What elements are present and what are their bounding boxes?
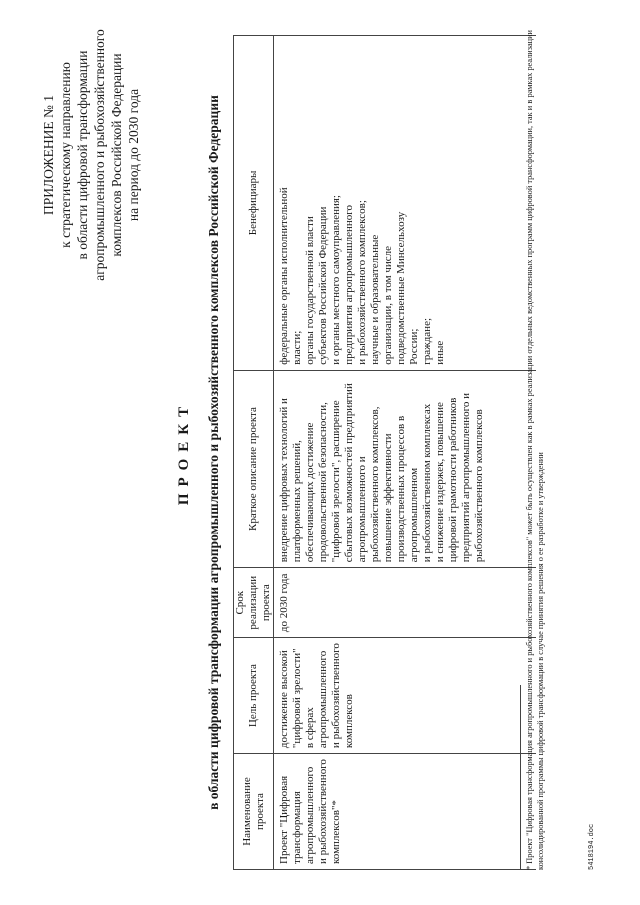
table-row	[274, 36, 537, 870]
cell-line: и органы местного самоуправления;	[330, 195, 342, 365]
cell-line: в сферах	[304, 707, 316, 749]
document-id: 5418194.doc	[588, 823, 596, 870]
page-title: ПРОЕКТ	[176, 399, 192, 506]
cell-project-name	[274, 754, 537, 870]
table-header-row	[234, 36, 274, 870]
cell-line: агропромышленного	[317, 650, 329, 749]
cell-line: граждане;	[421, 317, 433, 365]
cell-line: органы государственной власти	[304, 216, 316, 365]
appendix-line: агропромышленного и рыбохозяйственного	[92, 29, 107, 281]
appendix-line: к стратегическому направлению	[58, 62, 73, 248]
cell-line: комплексов	[343, 694, 355, 749]
cell-line: и снижение издержек, повышение	[434, 402, 446, 563]
page-subtitle: в области цифровой трансформации агропромышленного и рыбохозяйственного комплексов Российской Федерации	[206, 95, 221, 810]
cell-line: и рыбохозяйственном комплексах	[421, 403, 433, 563]
cell-project-goal	[274, 638, 537, 754]
cell-line: и рыбохозяйственного комплексов;	[356, 200, 368, 365]
header-project-description: Краткое описание проекта	[234, 370, 274, 567]
cell-line: и рыбохозяйственного	[330, 643, 342, 749]
cell-line: до 2030 года	[278, 573, 290, 633]
cell-line: обеспечивающих достижение	[304, 422, 316, 563]
cell-line: России;	[408, 328, 420, 365]
cell-line: научные и образовательные	[369, 234, 381, 365]
appendix-line: ПРИЛОЖЕНИЕ № 1	[41, 94, 56, 216]
cell-line: достижение высокой	[278, 650, 290, 749]
cell-line: внедрение цифровых технологий и	[278, 398, 290, 563]
cell-line: комплексов"*	[330, 800, 342, 864]
cell-line: агропромышленном	[408, 467, 420, 563]
cell-line: предприятия агропромышленного	[343, 204, 355, 365]
cell-line: производственных процессов в	[395, 415, 407, 563]
cell-line: трансформация	[291, 791, 303, 864]
cell-project-description	[274, 370, 537, 567]
cell-line: предприятий агропромышленного и	[460, 392, 472, 563]
cell-line: иные	[434, 340, 446, 365]
project-table	[233, 35, 536, 870]
cell-line: рыбохозяйственного комплексов,	[369, 406, 381, 563]
header-project-term: Срок реализации проекта	[234, 568, 274, 638]
cell-line: и рыбохозяйственного	[317, 759, 329, 864]
header-project-goal: Цель проекта	[234, 638, 274, 754]
cell-line: агропромышленного и	[356, 456, 368, 563]
appendix-line: в области цифровой трансформации	[75, 50, 90, 260]
cell-line: власти;	[291, 330, 303, 365]
footnote-divider	[520, 685, 521, 870]
cell-line: федеральные органы исполнительной	[278, 187, 290, 365]
cell-line: "цифровой зрелости"	[291, 648, 303, 749]
cell-line: Проект "Цифровая	[278, 775, 290, 864]
cell-line: подведомственные Минсельхозу	[395, 211, 407, 365]
cell-line: платформенных решений,	[291, 440, 303, 563]
cell-line: повышение эффективности	[382, 433, 394, 563]
cell-line: рыбохозяйственного комплексов	[473, 409, 485, 563]
header-project-name: Наименование проекта	[234, 754, 274, 870]
cell-project-term	[274, 568, 537, 638]
cell-line: сбытовых возможностей предприятий	[343, 383, 355, 563]
cell-beneficiaries	[274, 36, 537, 371]
cell-line: субъектов Российской Федерации	[317, 206, 329, 365]
footnote: * Проект "Цифровая трансформация агропромышленного и рыбохозяйственного комплексов" может быть осуществлен как в рамках реализации отдельных ведомственных программ цифровой трансформации, так и в рамках реализации консолидированной программы цифровой трансформации в случае принятия решения о ее разработке и утверждении	[525, 30, 545, 870]
header-beneficiaries: Бенефициары	[234, 36, 274, 371]
appendix-header	[40, 5, 142, 305]
cell-line: организации, в том числе	[382, 245, 394, 365]
cell-line: продовольственной безопасности,	[317, 402, 329, 563]
cell-line: цифровой грамотности работников	[447, 397, 459, 563]
cell-line: "цифровой зрелости", расширение	[330, 400, 342, 563]
appendix-line: на период до 2030 года	[126, 88, 141, 222]
appendix-line: комплексов Российской Федерации	[109, 53, 124, 257]
cell-line: агропромышленного	[304, 766, 316, 864]
